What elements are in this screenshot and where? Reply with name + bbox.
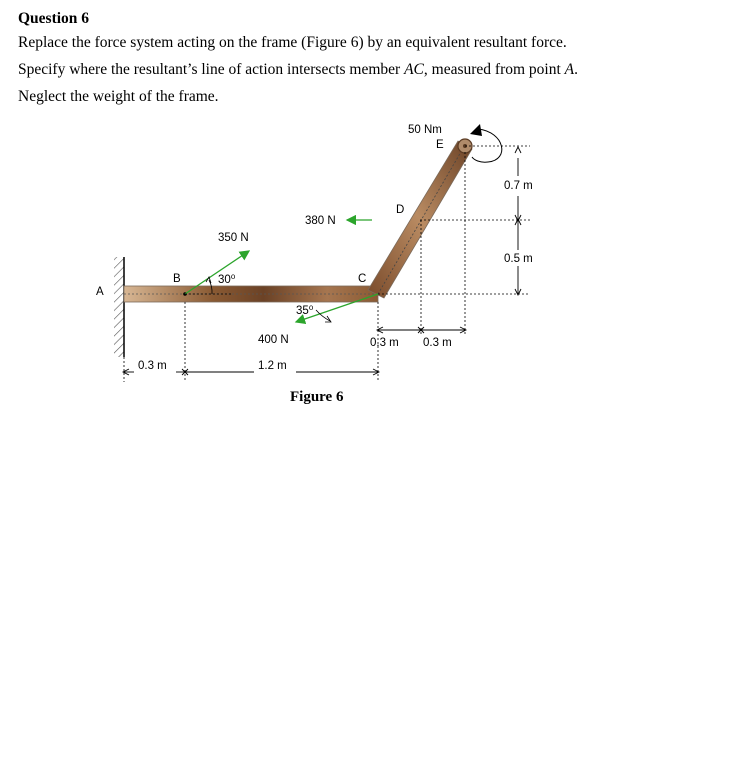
label-c: C [358, 273, 367, 285]
question-line-3: Neglect the weight of the frame. [18, 88, 219, 105]
label-b: B [173, 273, 181, 285]
q2-member-ac: AC [404, 61, 424, 78]
label-dim-de: 0.3 m [423, 337, 452, 349]
q2-point-a: A [564, 61, 575, 78]
label-380n: 380 N [305, 215, 336, 227]
label-d: D [396, 204, 405, 216]
label-400n: 400 N [258, 334, 289, 346]
label-dim-lower: 0.5 m [504, 253, 533, 265]
label-dim-ab: 0.3 m [138, 360, 167, 372]
dim-upper-arrow [515, 147, 521, 153]
q2-part-c: . [574, 61, 578, 78]
q2-part-a: Specify where the resultant’s line of action intersects member [18, 61, 405, 78]
label-angle-35: 35⁰ [296, 305, 314, 317]
label-350n: 350 N [218, 232, 249, 244]
wall-hatch [114, 257, 124, 357]
label-50nm: 50 Nm [408, 124, 442, 136]
question-line-1: Replace the force system acting on the frame (Figure 6) by an equivalent resultant force. [18, 34, 567, 51]
label-e: E [436, 139, 444, 151]
question-heading: Question 6 [18, 10, 90, 27]
label-a: A [96, 286, 104, 298]
member-ce [368, 141, 472, 298]
label-angle-30: 30⁰ [218, 274, 236, 286]
label-dim-cd: 0.3 m [370, 337, 399, 349]
label-dim-upper: 0.7 m [504, 180, 533, 192]
moment-arrowhead [470, 124, 482, 136]
q2-part-b: , measured from point [423, 61, 565, 78]
label-dim-bc: 1.2 m [258, 360, 287, 372]
figure-caption: Figure 6 [290, 389, 344, 405]
member-ac [124, 286, 378, 302]
